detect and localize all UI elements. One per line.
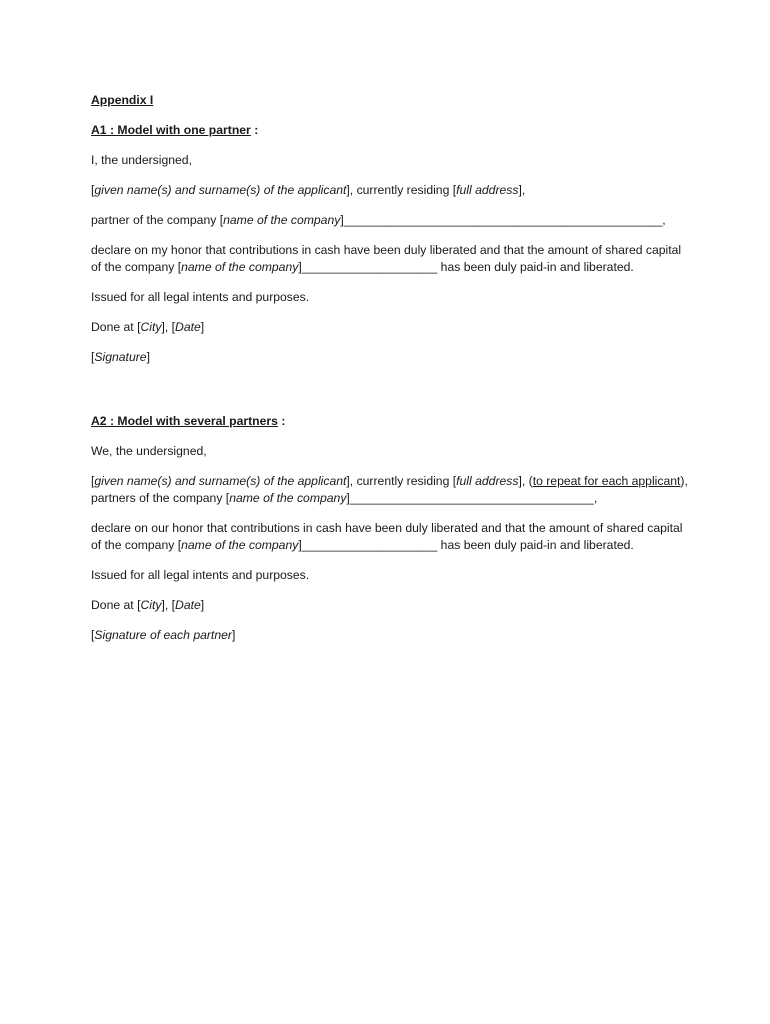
a2-done-prefix: Done at [ [91, 598, 141, 612]
a2-decl-suffix: ]____________________ has been duly paid-in and liberated. [298, 538, 634, 552]
a1-issued: Issued for all legal intents and purposes. [91, 290, 310, 304]
a1-l1-mid: ], currently residing [ [346, 183, 457, 197]
a1-sig-close: ] [146, 350, 150, 364]
a1-done-mid: ], [ [161, 320, 176, 334]
a2-l1-mid3: ), partners of the company [ [91, 474, 688, 505]
document-page [91, 92, 691, 644]
a2-l1-mid: ], currently residing [ [346, 474, 457, 488]
a2-l1-suffix: ]____________________________________, [346, 491, 598, 505]
a1-done-prefix: Done at [ [91, 320, 141, 334]
a1-declaration [91, 242, 691, 276]
a1-heading-text: A1 : Model with one partner [91, 123, 251, 137]
a2-done-at [91, 597, 691, 614]
appendix-title-text: Appendix I [91, 93, 154, 107]
a2-issued: Issued for all legal intents and purposes. [91, 568, 310, 582]
a1-heading [91, 122, 691, 139]
a2-applicant-placeholder: given name(s) and surname(s) of the applicant [94, 474, 347, 488]
a2-heading [91, 413, 691, 430]
a1-applicant-line [91, 182, 691, 199]
a2-sig-open: [ [91, 628, 95, 642]
a2-applicant-line [91, 473, 691, 507]
a2-done-close: ] [200, 598, 205, 612]
a2-greeting: We, the undersigned, [91, 444, 207, 458]
a2-city-placeholder: City [140, 598, 162, 612]
a1-date-placeholder: Date [175, 320, 201, 334]
a1-greeting: I, the undersigned, [91, 153, 192, 167]
a1-done-at [91, 319, 691, 336]
a2-decl-company-placeholder: name of the company [181, 538, 299, 552]
a2-l1-mid2: ], ( [518, 474, 533, 488]
a1-done-close: ] [200, 320, 205, 334]
a2-decl-prefix: declare on our honor that contributions in cash have been duly liberated and that the amount of shared capital of the company [ [91, 521, 683, 552]
a2-declaration [91, 520, 691, 554]
a1-l1-close: ], [518, 183, 526, 197]
a2-company-placeholder: name of the company [229, 491, 347, 505]
a2-heading-text: A2 : Model with several partners [91, 414, 278, 428]
a1-heading-suffix: : [250, 123, 259, 137]
a2-date-placeholder: Date [175, 598, 201, 612]
a1-decl-company-placeholder: name of the company [181, 260, 299, 274]
a1-l2-prefix: partner of the company [ [91, 213, 224, 227]
a1-signature-placeholder: Signature [94, 350, 147, 364]
a1-city-placeholder: City [140, 320, 162, 334]
a1-sig-open: [ [91, 350, 95, 364]
a1-l1-open: [ [91, 183, 95, 197]
a2-repeat-note: to repeat for each applicant [532, 474, 681, 488]
a1-signature [91, 349, 691, 366]
a1-decl-prefix: declare on my honor that contributions in cash have been duly liberated and that the amount of shared capital of the company [ [91, 243, 682, 274]
a2-l1-open: [ [91, 474, 95, 488]
appendix-title [91, 92, 691, 109]
a2-address-placeholder: full address [456, 474, 519, 488]
a1-address-placeholder: full address [456, 183, 519, 197]
a1-company-placeholder: name of the company [223, 213, 341, 227]
a2-sig-close: ] [231, 628, 236, 642]
a2-heading-suffix: : [277, 414, 286, 428]
a1-l2-suffix: ]_______________________________________________, [340, 213, 666, 227]
a1-partner-line [91, 212, 691, 229]
a2-done-mid: ], [ [161, 598, 176, 612]
a1-decl-suffix: ]____________________ has been duly paid-in and liberated. [298, 260, 634, 274]
a2-signature [91, 627, 691, 644]
a2-signature-placeholder: Signature of each partner [94, 628, 232, 642]
a1-applicant-placeholder: given name(s) and surname(s) of the applicant [94, 183, 347, 197]
